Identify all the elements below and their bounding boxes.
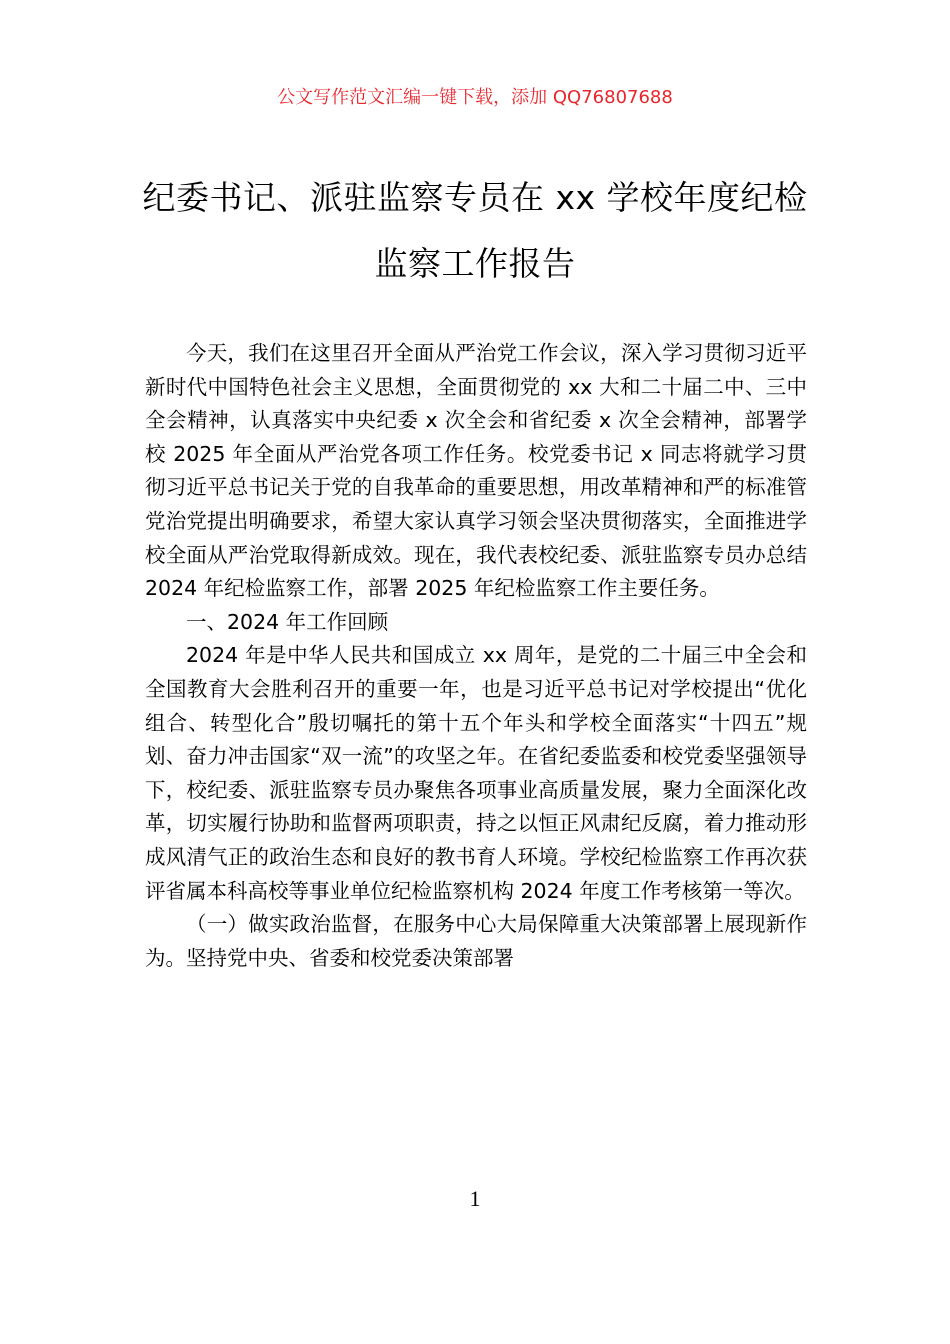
page-number: 1 [469, 1186, 481, 1211]
document-body [145, 337, 807, 975]
watermark-text: 公文写作范文汇编一键下载，添加 QQ76807688 [277, 87, 673, 108]
section-heading-1: 一、2024 年工作回顾 [186, 609, 389, 634]
paragraph-review: 2024 年是中华人民共和国成立 xx 周年，是党的二十届三中全会和全国教育大会胜利召开的重要一年，也是习近平总书记对学校提出“优化组合、转型化合”殷切嘱托的第十五个年头和学校全面落实“十四五”规划、奋力冲击国家“双一流”的攻坚之年。在省纪委监委和校党委坚强领导下，校纪委、派驻监察专员办聚焦各项事业高质量发展，聚力全面深化改革，切实履行协助和监督两项职责，持之以恒正风肃纪反腐，着力推动形成风清气正的政治生态和良好的教书育人环境。学校纪检监察工作再次获评省属本科高校等事业单位纪检监察机构 2024 年度工作考核第一等次。 [145, 643, 807, 903]
paragraph-intro: 今天，我们在这里召开全面从严治党工作会议，深入学习贯彻习近平新时代中国特色社会主义思想，全面贯彻党的 xx 大和二十届二中、三中全会精神，认真落实中央纪委 x 次全会和省纪委 x 次全会精神，部署学校 2025 年全面从严治党各项工作任务。校党委书记 x 同志将就学习贯彻习近平总书记关于党的自我革命的重要思想，用改革精神和严的标准管党治党提出明确要求，希望大家认真学习领会坚决贯彻落实，全面推进学校全面从严治党取得新成效。现在，我代表校纪委、派驻监察专员办总结 2024 年纪检监察工作，部署 2025 年纪检监察工作主要任务。 [145, 341, 807, 601]
subsection-heading-1: （一）做实政治监督，在服务中心大局保障重大决策部署上展现新作为。坚持党中央、省委和校党委决策部署 [145, 912, 807, 970]
document-title: 纪委书记、派驻监察专员在 xx 学校年度纪检监察工作报告 [142, 178, 808, 283]
